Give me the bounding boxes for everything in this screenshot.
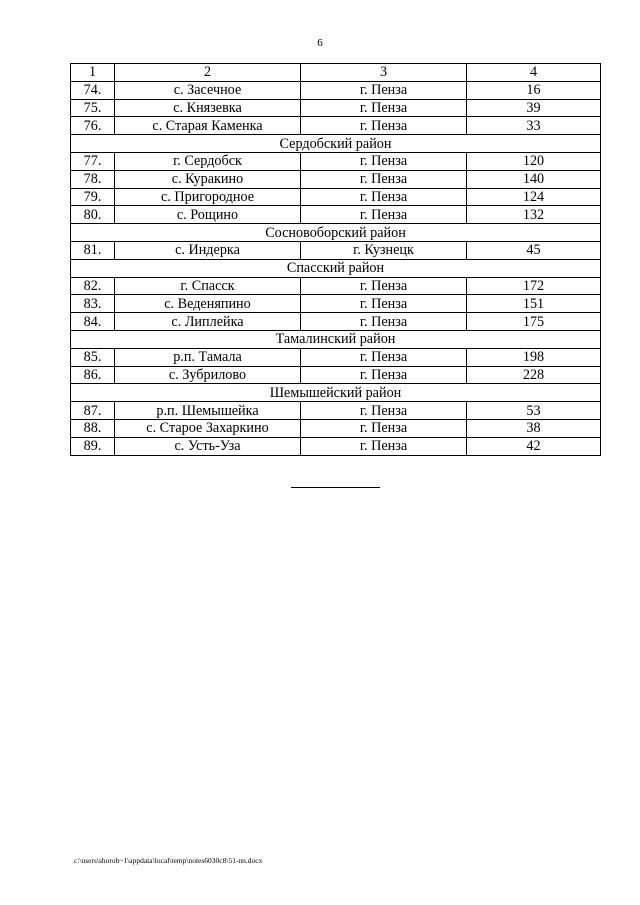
column-header-destination: 3 bbox=[301, 64, 467, 82]
destination-city: г. Пенза bbox=[301, 437, 467, 455]
distance-km: 38 bbox=[467, 419, 601, 437]
footer-file-path: c:\users\shoroh~1\appdata\local\temp\notes6030c8\51-nn.docx bbox=[74, 856, 263, 865]
settlement-name: с. Старая Каменка bbox=[115, 117, 301, 135]
district-section-row bbox=[71, 224, 601, 242]
column-header-number: 1 bbox=[71, 64, 115, 82]
destination-city: г. Пенза bbox=[301, 348, 467, 366]
district-section-row bbox=[71, 330, 601, 348]
district-name: Шемышейский район bbox=[71, 384, 601, 402]
settlement-name: с. Зубрилово bbox=[115, 366, 301, 384]
header-row bbox=[71, 64, 601, 82]
destination-city: г. Пенза bbox=[301, 366, 467, 384]
row-number: 77. bbox=[71, 152, 115, 170]
row-number: 87. bbox=[71, 402, 115, 420]
row-number: 88. bbox=[71, 419, 115, 437]
row-number: 81. bbox=[71, 241, 115, 259]
destination-city: г. Пенза bbox=[301, 81, 467, 99]
destination-city: г. Пенза bbox=[301, 117, 467, 135]
distance-km: 33 bbox=[467, 117, 601, 135]
table-row bbox=[71, 241, 601, 259]
destination-city: г. Пенза bbox=[301, 277, 467, 295]
distance-km: 175 bbox=[467, 313, 601, 331]
distance-km: 140 bbox=[467, 170, 601, 188]
district-name: Сердобский район bbox=[71, 135, 601, 153]
settlement-name: с. Рощино bbox=[115, 206, 301, 224]
page-number: 6 bbox=[317, 37, 323, 49]
table-row bbox=[71, 81, 601, 99]
distance-km: 172 bbox=[467, 277, 601, 295]
column-header-settlement: 2 bbox=[115, 64, 301, 82]
distance-km: 39 bbox=[467, 99, 601, 117]
row-number: 74. bbox=[71, 81, 115, 99]
settlement-name: г. Спасск bbox=[115, 277, 301, 295]
table-row bbox=[71, 188, 601, 206]
district-section-row bbox=[71, 135, 601, 153]
row-number: 86. bbox=[71, 366, 115, 384]
destination-city: г. Пенза bbox=[301, 99, 467, 117]
table-row bbox=[71, 170, 601, 188]
distance-km: 124 bbox=[467, 188, 601, 206]
destination-city: г. Кузнецк bbox=[301, 241, 467, 259]
row-number: 82. bbox=[71, 277, 115, 295]
settlement-name: с. Князевка bbox=[115, 99, 301, 117]
table-body bbox=[71, 64, 601, 456]
settlement-name: г. Сердобск bbox=[115, 152, 301, 170]
settlement-name: с. Засечное bbox=[115, 81, 301, 99]
settlement-name: р.п. Шемышейка bbox=[115, 402, 301, 420]
settlement-name: с. Липлейка bbox=[115, 313, 301, 331]
table-row bbox=[71, 437, 601, 455]
distance-km: 198 bbox=[467, 348, 601, 366]
distance-km: 120 bbox=[467, 152, 601, 170]
row-number: 85. bbox=[71, 348, 115, 366]
settlement-name: с. Старое Захаркино bbox=[115, 419, 301, 437]
district-name: Спасский район bbox=[71, 259, 601, 277]
row-number: 89. bbox=[71, 437, 115, 455]
row-number: 84. bbox=[71, 313, 115, 331]
destination-city: г. Пенза bbox=[301, 402, 467, 420]
table-row bbox=[71, 419, 601, 437]
table-row bbox=[71, 206, 601, 224]
row-number: 80. bbox=[71, 206, 115, 224]
distance-km: 53 bbox=[467, 402, 601, 420]
row-number: 79. bbox=[71, 188, 115, 206]
settlement-name: с. Куракино bbox=[115, 170, 301, 188]
destination-city: г. Пенза bbox=[301, 188, 467, 206]
table-row bbox=[71, 402, 601, 420]
settlement-name: с. Веденяпино bbox=[115, 295, 301, 313]
row-number: 78. bbox=[71, 170, 115, 188]
distance-table bbox=[70, 63, 601, 456]
table-row bbox=[71, 117, 601, 135]
distance-km: 16 bbox=[467, 81, 601, 99]
row-number: 76. bbox=[71, 117, 115, 135]
destination-city: г. Пенза bbox=[301, 170, 467, 188]
district-section-row bbox=[71, 259, 601, 277]
row-number: 83. bbox=[71, 295, 115, 313]
distance-km: 42 bbox=[467, 437, 601, 455]
end-divider-line bbox=[291, 487, 380, 488]
distance-km: 45 bbox=[467, 241, 601, 259]
table-row bbox=[71, 99, 601, 117]
destination-city: г. Пенза bbox=[301, 313, 467, 331]
table-row bbox=[71, 277, 601, 295]
table-row bbox=[71, 295, 601, 313]
table-row bbox=[71, 313, 601, 331]
settlement-name: р.п. Тамала bbox=[115, 348, 301, 366]
settlement-name: с. Пригородное bbox=[115, 188, 301, 206]
settlement-name: с. Индерка bbox=[115, 241, 301, 259]
distance-km: 132 bbox=[467, 206, 601, 224]
destination-city: г. Пенза bbox=[301, 152, 467, 170]
destination-city: г. Пенза bbox=[301, 419, 467, 437]
destination-city: г. Пенза bbox=[301, 206, 467, 224]
distance-km: 228 bbox=[467, 366, 601, 384]
table-row bbox=[71, 348, 601, 366]
destination-city: г. Пенза bbox=[301, 295, 467, 313]
district-section-row bbox=[71, 384, 601, 402]
row-number: 75. bbox=[71, 99, 115, 117]
column-header-distance: 4 bbox=[467, 64, 601, 82]
distance-km: 151 bbox=[467, 295, 601, 313]
district-name: Сосновоборский район bbox=[71, 224, 601, 242]
table-row bbox=[71, 152, 601, 170]
table-row bbox=[71, 366, 601, 384]
settlement-name: с. Усть-Уза bbox=[115, 437, 301, 455]
district-name: Тамалинский район bbox=[71, 330, 601, 348]
